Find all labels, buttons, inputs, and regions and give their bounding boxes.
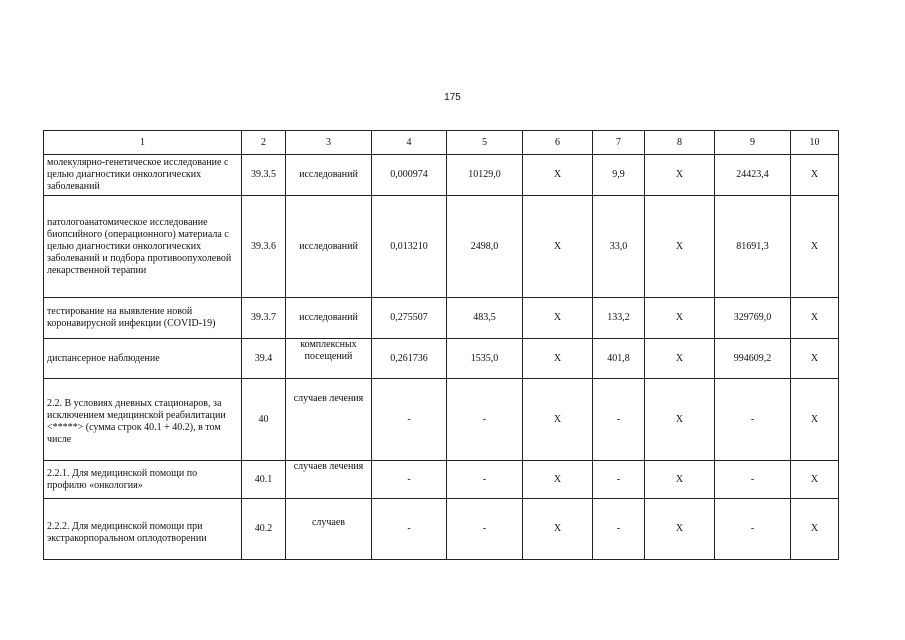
row-value-6: X xyxy=(523,298,593,339)
table-row xyxy=(44,196,839,298)
row-value-9: - xyxy=(715,499,791,560)
row-value-4: - xyxy=(372,499,447,560)
row-value-6: X xyxy=(523,339,593,379)
row-value-6: X xyxy=(523,499,593,560)
row-value-4: 0,013210 xyxy=(372,196,447,298)
row-value-8: X xyxy=(645,461,715,499)
column-header-2: 2 xyxy=(242,131,286,155)
row-value-5: - xyxy=(447,461,523,499)
row-value-8: X xyxy=(645,298,715,339)
row-value-5: 2498,0 xyxy=(447,196,523,298)
row-value-7: - xyxy=(593,499,645,560)
row-unit: исследований xyxy=(286,196,372,298)
data-table xyxy=(43,130,839,560)
row-value-5: 483,5 xyxy=(447,298,523,339)
row-value-7: 133,2 xyxy=(593,298,645,339)
column-header-1: 1 xyxy=(44,131,242,155)
row-code: 39.3.5 xyxy=(242,155,286,196)
row-value-6: X xyxy=(523,379,593,461)
row-name: 2.2. В условиях дневных стационаров, за исключением медицинской реабилитации <*****> (сумма строк 40.1 + 40.2), в том числе xyxy=(44,379,242,461)
row-unit: комплексных посещений xyxy=(286,339,372,379)
row-unit: случаев лечения xyxy=(286,461,372,499)
row-value-4: - xyxy=(372,461,447,499)
row-value-4: 0,261736 xyxy=(372,339,447,379)
row-name: патологоанатомическое исследование биопсийного (операционного) материала с целью диагностики онкологических заболеваний и подбора противоопухолевой лекарственной терапии xyxy=(44,196,242,298)
column-header-7: 7 xyxy=(593,131,645,155)
row-value-8: X xyxy=(645,339,715,379)
row-value-4: - xyxy=(372,379,447,461)
row-code: 39.4 xyxy=(242,339,286,379)
table-row xyxy=(44,339,839,379)
row-unit: исследований xyxy=(286,155,372,196)
row-value-4: 0,000974 xyxy=(372,155,447,196)
row-value-8: X xyxy=(645,196,715,298)
row-value-10: X xyxy=(791,499,839,560)
row-value-9: 81691,3 xyxy=(715,196,791,298)
row-value-10: X xyxy=(791,155,839,196)
row-value-7: - xyxy=(593,379,645,461)
row-value-8: X xyxy=(645,155,715,196)
column-header-8: 8 xyxy=(645,131,715,155)
row-value-10: X xyxy=(791,461,839,499)
row-name: молекулярно-генетическое исследование с целью диагностики онкологических заболеваний xyxy=(44,155,242,196)
row-value-9: - xyxy=(715,461,791,499)
row-value-8: X xyxy=(645,499,715,560)
column-header-9: 9 xyxy=(715,131,791,155)
row-value-8: X xyxy=(645,379,715,461)
row-value-4: 0,275507 xyxy=(372,298,447,339)
row-value-5: 1535,0 xyxy=(447,339,523,379)
row-value-9: 329769,0 xyxy=(715,298,791,339)
row-code: 40.2 xyxy=(242,499,286,560)
table-row xyxy=(44,499,839,560)
row-value-6: X xyxy=(523,155,593,196)
row-value-9: 24423,4 xyxy=(715,155,791,196)
column-header-10: 10 xyxy=(791,131,839,155)
row-value-5: - xyxy=(447,499,523,560)
row-value-10: X xyxy=(791,379,839,461)
row-code: 39.3.7 xyxy=(242,298,286,339)
table-row xyxy=(44,155,839,196)
column-header-3: 3 xyxy=(286,131,372,155)
row-value-7: - xyxy=(593,461,645,499)
table-row xyxy=(44,461,839,499)
row-value-5: 10129,0 xyxy=(447,155,523,196)
page-number: 175 xyxy=(444,92,461,103)
row-value-6: X xyxy=(523,196,593,298)
row-value-7: 33,0 xyxy=(593,196,645,298)
row-code: 39.3.6 xyxy=(242,196,286,298)
row-value-9: 994609,2 xyxy=(715,339,791,379)
row-code: 40.1 xyxy=(242,461,286,499)
row-name: тестирование на выявление новой коронавирусной инфекции (COVID-19) xyxy=(44,298,242,339)
header-row xyxy=(44,131,839,155)
row-value-10: X xyxy=(791,298,839,339)
table-row xyxy=(44,379,839,461)
row-value-10: X xyxy=(791,196,839,298)
column-header-5: 5 xyxy=(447,131,523,155)
row-value-5: - xyxy=(447,379,523,461)
row-value-6: X xyxy=(523,461,593,499)
row-value-7: 401,8 xyxy=(593,339,645,379)
row-unit: случаев лечения xyxy=(286,379,372,461)
column-header-4: 4 xyxy=(372,131,447,155)
column-header-6: 6 xyxy=(523,131,593,155)
table-row xyxy=(44,298,839,339)
row-name: 2.2.1. Для медицинской помощи по профилю «онкология» xyxy=(44,461,242,499)
row-value-9: - xyxy=(715,379,791,461)
row-unit: случаев xyxy=(286,499,372,560)
row-value-7: 9,9 xyxy=(593,155,645,196)
row-name: 2.2.2. Для медицинской помощи при экстракорпоральном оплодотворении xyxy=(44,499,242,560)
row-unit: исследований xyxy=(286,298,372,339)
row-name: диспансерное наблюдение xyxy=(44,339,242,379)
row-code: 40 xyxy=(242,379,286,461)
row-value-10: X xyxy=(791,339,839,379)
